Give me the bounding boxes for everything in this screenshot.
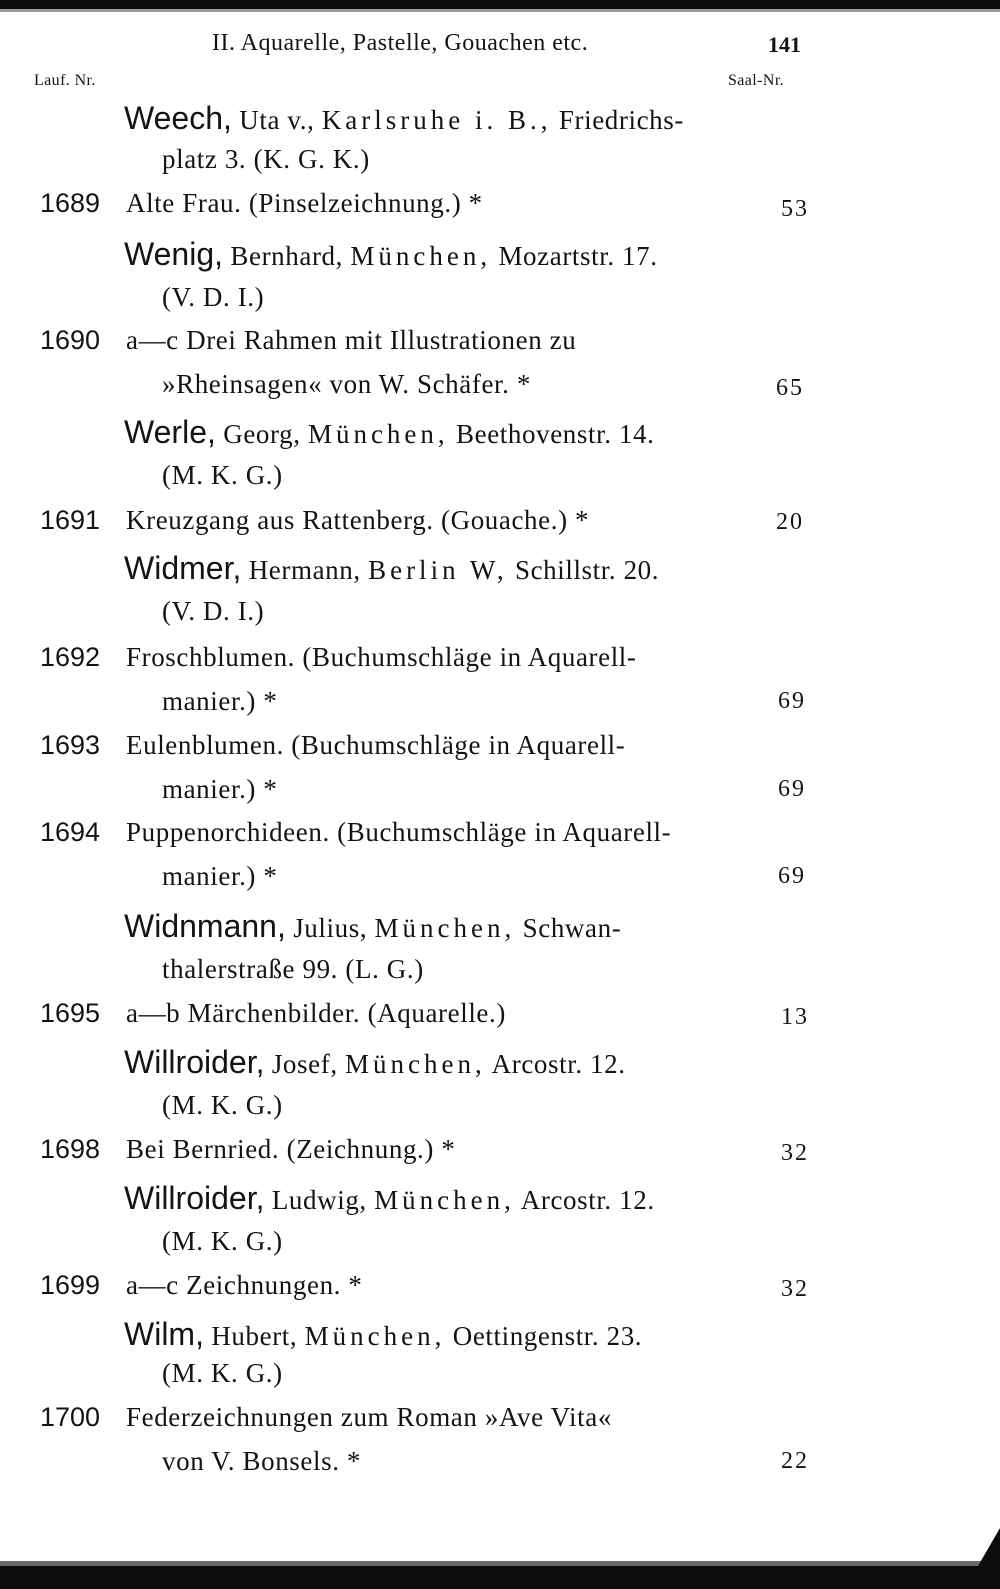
work-title: Froschblumen. (Buchumschläge in Aquarell- [126, 642, 637, 672]
hall-number: 22 [781, 1448, 809, 1474]
column-header-saal-nr: Saal-Nr. [728, 72, 785, 89]
artist-address: Oettingenstr. 23. [452, 1321, 643, 1351]
hall-number: 20 [776, 509, 804, 535]
work-title: Alte Frau. (Pinselzeichnung.) * [126, 188, 483, 218]
artist-city: München, [374, 913, 516, 943]
bottom-scan-border [0, 1566, 1000, 1589]
artist-heading [124, 908, 621, 945]
artist-city: Karlsruhe i. B., [321, 105, 552, 135]
catalog-number: 1698 [40, 1134, 101, 1164]
artist-name: Weech, [124, 100, 232, 136]
artist-name: Widnmann, [124, 908, 286, 944]
artist-name: Willroider, [124, 1180, 265, 1216]
artist-first-name: Bernhard, [230, 241, 343, 271]
artist-city: München, [350, 241, 492, 271]
running-title: II. Aquarelle, Pastelle, Gouachen etc. [212, 30, 589, 56]
artist-heading [124, 100, 684, 137]
work-title: a—c Zeichnungen. * [126, 1270, 363, 1300]
hall-number: 69 [778, 688, 806, 714]
work-title-continued: von V. Bonsels. * [162, 1446, 361, 1476]
work-title: Bei Bernried. (Zeichnung.) * [126, 1134, 456, 1164]
artist-heading [124, 1180, 655, 1217]
artist-first-name: Ludwig, [271, 1185, 367, 1215]
artist-name: Willroider, [124, 1044, 265, 1080]
hall-number: 32 [781, 1276, 809, 1302]
work-title-continued: manier.) * [162, 861, 278, 891]
artist-city: Berlin W, [368, 555, 508, 585]
column-header-lauf-nr: Lauf. Nr. [34, 72, 96, 89]
hall-number: 69 [778, 863, 806, 889]
hall-number: 32 [781, 1140, 809, 1166]
catalog-number: 1691 [40, 505, 101, 535]
artist-name: Widmer, [124, 550, 242, 586]
artist-first-name: Uta v., [239, 105, 315, 135]
work-title-continued: manier.) * [162, 686, 278, 716]
work-title-continued: manier.) * [162, 774, 278, 804]
artist-association: (M. K. G.) [162, 1358, 283, 1388]
artist-address-line: platz 3. (K. G. K.) [162, 144, 370, 174]
artist-association: (V. D. I.) [162, 282, 265, 312]
catalog-number: 1695 [40, 998, 101, 1028]
artist-association: (V. D. I.) [162, 596, 265, 626]
artist-heading [124, 414, 654, 451]
artist-first-name: Georg, [223, 419, 301, 449]
artist-first-name: Julius, [293, 913, 368, 943]
work-title: Puppenorchideen. (Buchumschläge in Aquarell- [126, 817, 672, 847]
catalog-number: 1692 [40, 642, 101, 672]
work-title: Federzeichnungen zum Roman »Ave Vita« [126, 1402, 612, 1432]
artist-heading [124, 1316, 642, 1353]
artist-first-name: Hermann, [248, 555, 361, 585]
artist-address: Friedrichs- [558, 105, 684, 135]
hall-number: 69 [778, 776, 806, 802]
artist-association: (M. K. G.) [162, 1226, 283, 1256]
catalog-number: 1700 [40, 1402, 101, 1432]
artist-first-name: Josef, [271, 1049, 338, 1079]
hall-number: 13 [781, 1004, 809, 1030]
catalog-number: 1690 [40, 325, 101, 355]
top-scan-border [0, 0, 1000, 9]
artist-address: Arcostr. 12. [520, 1185, 655, 1215]
artist-address: Mozartstr. 17. [498, 241, 658, 271]
work-title-continued: »Rheinsagen« von W. Schäfer. * [162, 369, 531, 399]
work-title: a—c Drei Rahmen mit Illustrationen zu [126, 325, 577, 355]
artist-address: Arcostr. 12. [491, 1049, 626, 1079]
top-scan-shadow [0, 9, 1000, 12]
work-title: a—b Märchenbilder. (Aquarelle.) [126, 998, 506, 1028]
catalog-number: 1689 [40, 188, 101, 218]
artist-heading [124, 1044, 626, 1081]
catalog-number: 1693 [40, 730, 101, 760]
catalog-number: 1699 [40, 1270, 101, 1300]
artist-name: Wenig, [124, 236, 224, 272]
artist-association: (M. K. G.) [162, 460, 283, 490]
work-title: Eulenblumen. (Buchumschläge in Aquarell- [126, 730, 626, 760]
catalog-number: 1694 [40, 817, 101, 847]
artist-first-name: Hubert, [211, 1321, 298, 1351]
artist-name: Werle, [124, 414, 216, 450]
artist-association: (M. K. G.) [162, 1090, 283, 1120]
page-corner-fold [978, 1528, 1000, 1566]
artist-city: München, [345, 1049, 486, 1079]
page-number: 141 [768, 32, 801, 57]
hall-number: 53 [781, 196, 809, 222]
hall-number: 65 [776, 375, 804, 401]
artist-name: Wilm, [124, 1316, 204, 1352]
work-title: Kreuzgang aus Rattenberg. (Gouache.) * [126, 505, 590, 535]
artist-address: Beethovenstr. 14. [456, 419, 655, 449]
artist-address-line: thalerstraße 99. (L. G.) [162, 954, 424, 984]
artist-heading [124, 550, 659, 587]
artist-city: München, [304, 1321, 446, 1351]
artist-city: München, [307, 419, 449, 449]
artist-address: Schillstr. 20. [514, 555, 660, 585]
artist-city: München, [374, 1185, 515, 1215]
artist-heading [124, 236, 658, 273]
artist-address: Schwan- [522, 913, 622, 943]
